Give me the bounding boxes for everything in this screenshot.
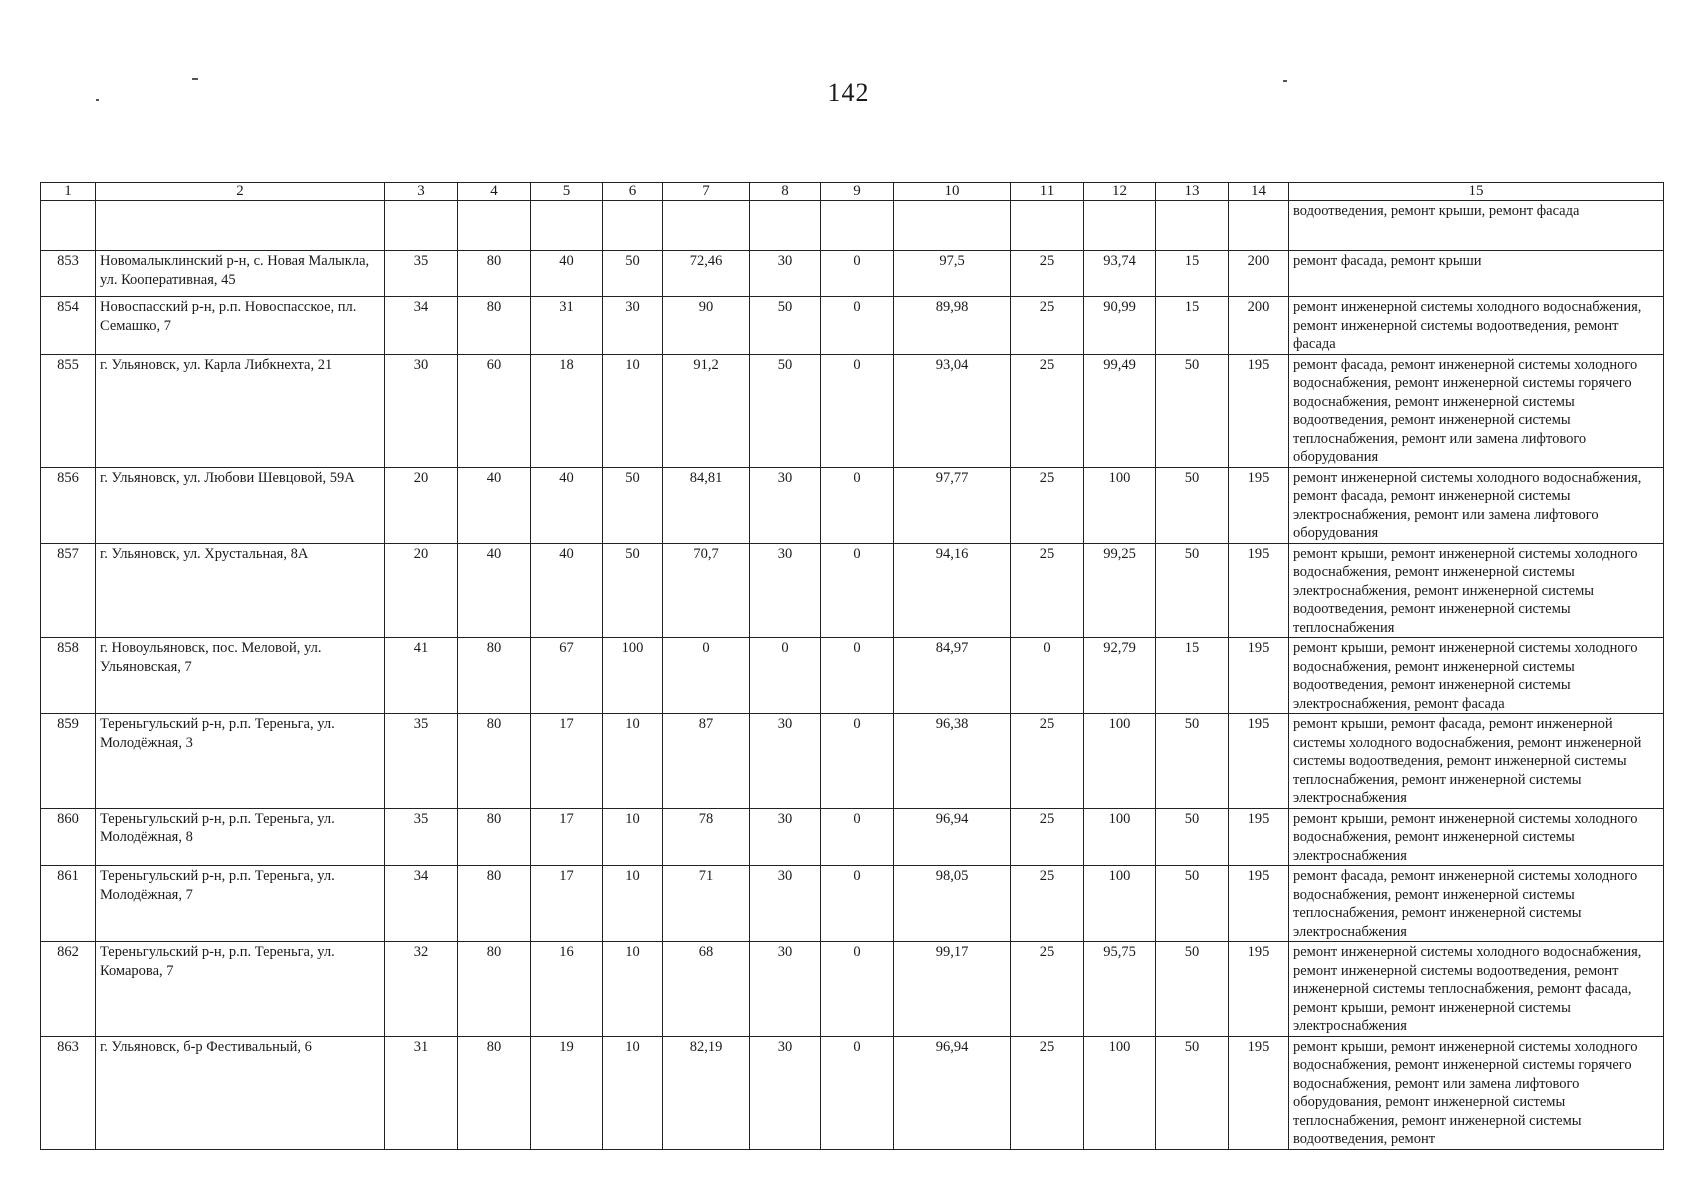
value-cell-col-8: 30 xyxy=(750,714,821,809)
page-number: 142 xyxy=(827,78,870,107)
value-cell-col-8: 30 xyxy=(750,942,821,1037)
row-number: 856 xyxy=(41,467,96,543)
value-cell-col-13: 50 xyxy=(1156,714,1229,809)
value-cell-col-11: 25 xyxy=(1011,251,1084,297)
row-number: 857 xyxy=(41,543,96,638)
cell-col-12 xyxy=(1084,201,1156,251)
value-cell-col-10: 97,5 xyxy=(894,251,1011,297)
value-cell-col-11: 25 xyxy=(1011,942,1084,1037)
value-cell-col-10: 96,38 xyxy=(894,714,1011,809)
cell-col-10 xyxy=(894,201,1011,251)
works-cell: ремонт фасада, ремонт инженерной системы холодного водоснабжения, ремонт инженерной системы горячего водоснабжения, ремонт инженерной системы водоотведения, ремонт инженерной системы теплоснабжения, ремонт или замена лифтового оборудования xyxy=(1289,354,1664,467)
address-cell: г. Ульяновск, ул. Хрустальная, 8А xyxy=(96,543,385,638)
value-cell-col-7: 72,46 xyxy=(663,251,750,297)
cell-col-14 xyxy=(1229,201,1289,251)
value-cell-col-12: 100 xyxy=(1084,467,1156,543)
value-cell-col-9: 0 xyxy=(821,942,894,1037)
value-cell-col-11: 25 xyxy=(1011,543,1084,638)
value-cell-col-4: 40 xyxy=(458,543,531,638)
table-row xyxy=(41,354,1664,467)
value-cell-col-7: 82,19 xyxy=(663,1036,750,1149)
column-number: 14 xyxy=(1229,183,1289,201)
value-cell-col-10: 84,97 xyxy=(894,638,1011,714)
value-cell-col-6: 10 xyxy=(603,354,663,467)
cell-col-13 xyxy=(1156,201,1229,251)
value-cell-col-12: 100 xyxy=(1084,714,1156,809)
cell-col-7 xyxy=(663,201,750,251)
value-cell-col-7: 87 xyxy=(663,714,750,809)
value-cell-col-5: 18 xyxy=(531,354,603,467)
value-cell-col-5: 17 xyxy=(531,714,603,809)
row-number: 862 xyxy=(41,942,96,1037)
cell-col-2 xyxy=(96,201,385,251)
value-cell-col-10: 89,98 xyxy=(894,297,1011,355)
value-cell-col-12: 92,79 xyxy=(1084,638,1156,714)
value-cell-col-3: 35 xyxy=(385,714,458,809)
value-cell-col-13: 50 xyxy=(1156,354,1229,467)
address-cell: Новоспасский р-н, р.п. Новоспасское, пл. Семашко, 7 xyxy=(96,297,385,355)
value-cell-col-5: 40 xyxy=(531,543,603,638)
column-number-row xyxy=(41,183,1664,201)
address-cell: г. Новоульяновск, пос. Меловой, ул. Ульяновская, 7 xyxy=(96,638,385,714)
value-cell-col-8: 30 xyxy=(750,808,821,866)
value-cell-col-13: 15 xyxy=(1156,251,1229,297)
works-cell: водоотведения, ремонт крыши, ремонт фасада xyxy=(1289,201,1664,251)
cell-col-8 xyxy=(750,201,821,251)
value-cell-col-14: 195 xyxy=(1229,714,1289,809)
registry-table xyxy=(40,182,1664,1150)
value-cell-col-4: 80 xyxy=(458,251,531,297)
value-cell-col-11: 25 xyxy=(1011,866,1084,942)
table-row xyxy=(41,251,1664,297)
value-cell-col-11: 25 xyxy=(1011,1036,1084,1149)
table-row xyxy=(41,942,1664,1037)
value-cell-col-8: 50 xyxy=(750,297,821,355)
value-cell-col-3: 34 xyxy=(385,866,458,942)
value-cell-col-13: 50 xyxy=(1156,467,1229,543)
column-number: 9 xyxy=(821,183,894,201)
column-number: 3 xyxy=(385,183,458,201)
value-cell-col-13: 50 xyxy=(1156,808,1229,866)
value-cell-col-5: 17 xyxy=(531,808,603,866)
value-cell-col-11: 25 xyxy=(1011,297,1084,355)
cell-col-5 xyxy=(531,201,603,251)
value-cell-col-8: 50 xyxy=(750,354,821,467)
value-cell-col-7: 90 xyxy=(663,297,750,355)
value-cell-col-12: 99,49 xyxy=(1084,354,1156,467)
value-cell-col-6: 50 xyxy=(603,543,663,638)
value-cell-col-8: 0 xyxy=(750,638,821,714)
value-cell-col-7: 70,7 xyxy=(663,543,750,638)
value-cell-col-12: 100 xyxy=(1084,808,1156,866)
value-cell-col-6: 50 xyxy=(603,251,663,297)
value-cell-col-3: 35 xyxy=(385,808,458,866)
works-cell: ремонт фасада, ремонт инженерной системы холодного водоснабжения, ремонт инженерной системы теплоснабжения, ремонт инженерной системы электроснабжения xyxy=(1289,866,1664,942)
address-cell: г. Ульяновск, ул. Любови Шевцовой, 59А xyxy=(96,467,385,543)
value-cell-col-8: 30 xyxy=(750,251,821,297)
row-number: 859 xyxy=(41,714,96,809)
table-row xyxy=(41,467,1664,543)
value-cell-col-11: 25 xyxy=(1011,808,1084,866)
value-cell-col-6: 100 xyxy=(603,638,663,714)
table-row xyxy=(41,1036,1664,1149)
value-cell-col-3: 20 xyxy=(385,467,458,543)
column-number: 12 xyxy=(1084,183,1156,201)
column-number: 10 xyxy=(894,183,1011,201)
column-number: 6 xyxy=(603,183,663,201)
value-cell-col-4: 80 xyxy=(458,1036,531,1149)
value-cell-col-8: 30 xyxy=(750,866,821,942)
column-number: 8 xyxy=(750,183,821,201)
value-cell-col-10: 97,77 xyxy=(894,467,1011,543)
table-row xyxy=(41,808,1664,866)
value-cell-col-6: 30 xyxy=(603,297,663,355)
value-cell-col-9: 0 xyxy=(821,1036,894,1149)
table-row xyxy=(41,866,1664,942)
value-cell-col-10: 96,94 xyxy=(894,1036,1011,1149)
column-number: 5 xyxy=(531,183,603,201)
scan-speck xyxy=(192,78,198,80)
value-cell-col-9: 0 xyxy=(821,251,894,297)
value-cell-col-9: 0 xyxy=(821,714,894,809)
value-cell-col-11: 25 xyxy=(1011,354,1084,467)
works-cell: ремонт фасада, ремонт крыши xyxy=(1289,251,1664,297)
value-cell-col-12: 100 xyxy=(1084,866,1156,942)
value-cell-col-5: 31 xyxy=(531,297,603,355)
value-cell-col-4: 80 xyxy=(458,808,531,866)
value-cell-col-5: 17 xyxy=(531,866,603,942)
value-cell-col-7: 71 xyxy=(663,866,750,942)
value-cell-col-5: 19 xyxy=(531,1036,603,1149)
value-cell-col-7: 78 xyxy=(663,808,750,866)
value-cell-col-10: 93,04 xyxy=(894,354,1011,467)
column-number: 15 xyxy=(1289,183,1664,201)
value-cell-col-9: 0 xyxy=(821,543,894,638)
value-cell-col-8: 30 xyxy=(750,543,821,638)
value-cell-col-3: 30 xyxy=(385,354,458,467)
value-cell-col-14: 195 xyxy=(1229,942,1289,1037)
row-number: 853 xyxy=(41,251,96,297)
value-cell-col-4: 80 xyxy=(458,297,531,355)
address-cell: г. Ульяновск, б-р Фестивальный, 6 xyxy=(96,1036,385,1149)
value-cell-col-11: 25 xyxy=(1011,714,1084,809)
value-cell-col-8: 30 xyxy=(750,467,821,543)
works-cell: ремонт инженерной системы холодного водоснабжения, ремонт фасада, ремонт инженерной системы электроснабжения, ремонт или замена лифтового оборудования xyxy=(1289,467,1664,543)
works-cell: ремонт инженерной системы холодного водоснабжения, ремонт инженерной системы водоотведения, ремонт инженерной системы теплоснабжения, ремонт фасада, ремонт крыши, ремонт инженерной системы электроснабжения xyxy=(1289,942,1664,1037)
row-number: 858 xyxy=(41,638,96,714)
value-cell-col-13: 50 xyxy=(1156,1036,1229,1149)
value-cell-col-13: 50 xyxy=(1156,866,1229,942)
value-cell-col-6: 10 xyxy=(603,942,663,1037)
value-cell-col-12: 93,74 xyxy=(1084,251,1156,297)
value-cell-col-3: 32 xyxy=(385,942,458,1037)
column-number: 7 xyxy=(663,183,750,201)
value-cell-col-12: 90,99 xyxy=(1084,297,1156,355)
cell-col-4 xyxy=(458,201,531,251)
address-cell: Тереньгульский р-н, р.п. Тереньга, ул. Молодёжная, 7 xyxy=(96,866,385,942)
value-cell-col-3: 41 xyxy=(385,638,458,714)
value-cell-col-6: 50 xyxy=(603,467,663,543)
value-cell-col-7: 84,81 xyxy=(663,467,750,543)
row-number: 854 xyxy=(41,297,96,355)
works-cell: ремонт крыши, ремонт инженерной системы холодного водоснабжения, ремонт инженерной системы электроснабжения, ремонт инженерной системы водоотведения, ремонт инженерной системы теплоснабжения xyxy=(1289,543,1664,638)
cell-col-9 xyxy=(821,201,894,251)
cell-col-6 xyxy=(603,201,663,251)
value-cell-col-3: 34 xyxy=(385,297,458,355)
value-cell-col-9: 0 xyxy=(821,354,894,467)
value-cell-col-4: 40 xyxy=(458,467,531,543)
value-cell-col-14: 195 xyxy=(1229,467,1289,543)
row-number: 855 xyxy=(41,354,96,467)
continuation-row xyxy=(41,201,1664,251)
address-cell: Тереньгульский р-н, р.п. Тереньга, ул. Молодёжная, 8 xyxy=(96,808,385,866)
table-row xyxy=(41,638,1664,714)
value-cell-col-4: 80 xyxy=(458,866,531,942)
value-cell-col-14: 200 xyxy=(1229,251,1289,297)
row-number: 861 xyxy=(41,866,96,942)
value-cell-col-14: 195 xyxy=(1229,543,1289,638)
value-cell-col-5: 40 xyxy=(531,467,603,543)
value-cell-col-9: 0 xyxy=(821,638,894,714)
address-cell: Тереньгульский р-н, р.п. Тереньга, ул. Молодёжная, 3 xyxy=(96,714,385,809)
value-cell-col-3: 31 xyxy=(385,1036,458,1149)
value-cell-col-9: 0 xyxy=(821,467,894,543)
value-cell-col-10: 94,16 xyxy=(894,543,1011,638)
value-cell-col-14: 195 xyxy=(1229,866,1289,942)
value-cell-col-12: 100 xyxy=(1084,1036,1156,1149)
value-cell-col-4: 80 xyxy=(458,942,531,1037)
value-cell-col-13: 50 xyxy=(1156,543,1229,638)
column-number: 11 xyxy=(1011,183,1084,201)
value-cell-col-6: 10 xyxy=(603,1036,663,1149)
row-number: 863 xyxy=(41,1036,96,1149)
value-cell-col-11: 0 xyxy=(1011,638,1084,714)
works-cell: ремонт инженерной системы холодного водоснабжения, ремонт инженерной системы водоотведения, ремонт фасада xyxy=(1289,297,1664,355)
column-number: 4 xyxy=(458,183,531,201)
value-cell-col-7: 91,2 xyxy=(663,354,750,467)
table-row xyxy=(41,297,1664,355)
value-cell-col-5: 40 xyxy=(531,251,603,297)
value-cell-col-3: 20 xyxy=(385,543,458,638)
value-cell-col-14: 195 xyxy=(1229,638,1289,714)
cell-col-1 xyxy=(41,201,96,251)
value-cell-col-3: 35 xyxy=(385,251,458,297)
value-cell-col-5: 16 xyxy=(531,942,603,1037)
value-cell-col-6: 10 xyxy=(603,808,663,866)
value-cell-col-14: 200 xyxy=(1229,297,1289,355)
value-cell-col-9: 0 xyxy=(821,297,894,355)
works-cell: ремонт крыши, ремонт фасада, ремонт инженерной системы холодного водоснабжения, ремонт инженерной системы водоотведения, ремонт инженерной системы теплоснабжения, ремонт инженерной системы электроснабжения xyxy=(1289,714,1664,809)
value-cell-col-10: 96,94 xyxy=(894,808,1011,866)
value-cell-col-4: 80 xyxy=(458,638,531,714)
value-cell-col-5: 67 xyxy=(531,638,603,714)
cell-col-11 xyxy=(1011,201,1084,251)
value-cell-col-8: 30 xyxy=(750,1036,821,1149)
registry-table-body xyxy=(41,183,1664,1150)
table-row xyxy=(41,543,1664,638)
address-cell: г. Ульяновск, ул. Карла Либкнехта, 21 xyxy=(96,354,385,467)
value-cell-col-14: 195 xyxy=(1229,808,1289,866)
value-cell-col-9: 0 xyxy=(821,808,894,866)
value-cell-col-9: 0 xyxy=(821,866,894,942)
works-cell: ремонт крыши, ремонт инженерной системы холодного водоснабжения, ремонт инженерной системы горячего водоснабжения, ремонт или замена лифтового оборудования, ремонт инженерной системы теплоснабжения, ремонт инженерной системы водоотведения, ремонт xyxy=(1289,1036,1664,1149)
value-cell-col-4: 60 xyxy=(458,354,531,467)
scan-speck xyxy=(96,99,99,101)
row-number: 860 xyxy=(41,808,96,866)
value-cell-col-14: 195 xyxy=(1229,1036,1289,1149)
value-cell-col-13: 15 xyxy=(1156,638,1229,714)
column-number: 1 xyxy=(41,183,96,201)
value-cell-col-13: 50 xyxy=(1156,942,1229,1037)
works-cell: ремонт крыши, ремонт инженерной системы холодного водоснабжения, ремонт инженерной системы электроснабжения xyxy=(1289,808,1664,866)
value-cell-col-4: 80 xyxy=(458,714,531,809)
value-cell-col-12: 99,25 xyxy=(1084,543,1156,638)
table-row xyxy=(41,714,1664,809)
value-cell-col-7: 0 xyxy=(663,638,750,714)
scan-speck xyxy=(1283,80,1287,82)
value-cell-col-7: 68 xyxy=(663,942,750,1037)
value-cell-col-10: 99,17 xyxy=(894,942,1011,1037)
value-cell-col-12: 95,75 xyxy=(1084,942,1156,1037)
value-cell-col-13: 15 xyxy=(1156,297,1229,355)
value-cell-col-6: 10 xyxy=(603,866,663,942)
value-cell-col-10: 98,05 xyxy=(894,866,1011,942)
value-cell-col-6: 10 xyxy=(603,714,663,809)
value-cell-col-14: 195 xyxy=(1229,354,1289,467)
value-cell-col-11: 25 xyxy=(1011,467,1084,543)
column-number: 2 xyxy=(96,183,385,201)
cell-col-3 xyxy=(385,201,458,251)
address-cell: Тереньгульский р-н, р.п. Тереньга, ул. Комарова, 7 xyxy=(96,942,385,1037)
address-cell: Новомалыклинский р-н, с. Новая Малыкла, ул. Кооперативная, 45 xyxy=(96,251,385,297)
column-number: 13 xyxy=(1156,183,1229,201)
works-cell: ремонт крыши, ремонт инженерной системы холодного водоснабжения, ремонт инженерной системы водоотведения, ремонт инженерной системы электроснабжения, ремонт фасада xyxy=(1289,638,1664,714)
